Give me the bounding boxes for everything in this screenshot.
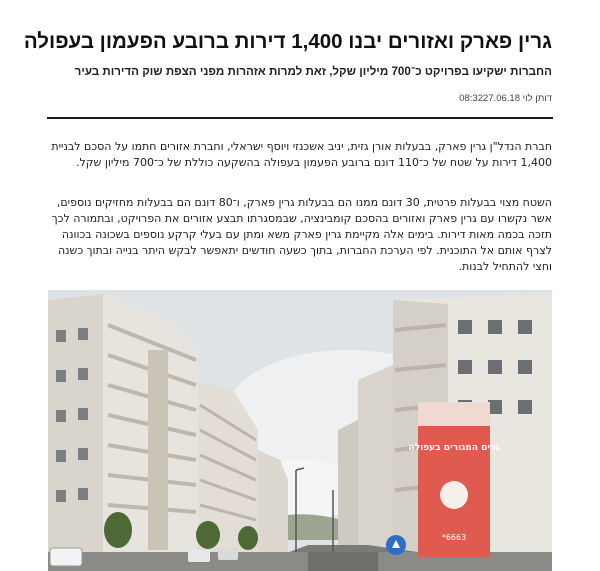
article-byline: דותן לוי 08:3227.06.18 [459, 93, 552, 104]
article-photo [48, 290, 552, 571]
photo-billboard [409, 402, 500, 557]
divider-rule [47, 117, 553, 119]
billboard-phone: *6663 [441, 533, 467, 542]
billboard-text: גרים המגורים בעפולה [408, 443, 500, 453]
article-headline: גרין פארק ואזורים יבנו 1,400 דירות ברובע הפעמון בעפולה [23, 30, 552, 53]
article-paragraph-2: השטח מצוי בבעלות פרטית, 30 דונם ממנו הם בבעלות גרין פארק, ו־80 דונם הם בבעלות מחזיקים נוספים, אשר נקשרו עם גרין פארק ואזורים בהסכם קומבינציה, שבמסגרתו תבצע אזורים את הפרויקט, ובתמורה לכך תזכה בכמה מאות דירות. בימים אלה מקיימת גרין פארק משא ומתן עם בעלי קרקע נוספים בשכונה בכוונה לצרף אותם אל התוכנית. לפי הערכת החברות, בתוך כשעה חודשים יתאפשר לבקש היתר בנייה ובתוך כשנה וחצי להתחיל לבנות. [51, 196, 552, 273]
article-paragraph-1: חברת הנדל"ן גרין פארק, בבעלות אורן גזית, יניב אשכנזי ויוסף ישראלי, וחברת אזורים חתמו על הסכם לבניית 1,400 דירות על שטח של כ־110 דונם ברובע הפעמון בעפולה בהשקעה כוללת של כ־700 מיליון שקל. [51, 140, 552, 169]
photo-traffic-sign [386, 535, 406, 555]
article-subheadline: החברות ישקיעו בפרויקט כ־700 מיליון שקל, זאת למרות אזהרות מפני הצפת שוק הדירות בעיר [74, 65, 552, 78]
